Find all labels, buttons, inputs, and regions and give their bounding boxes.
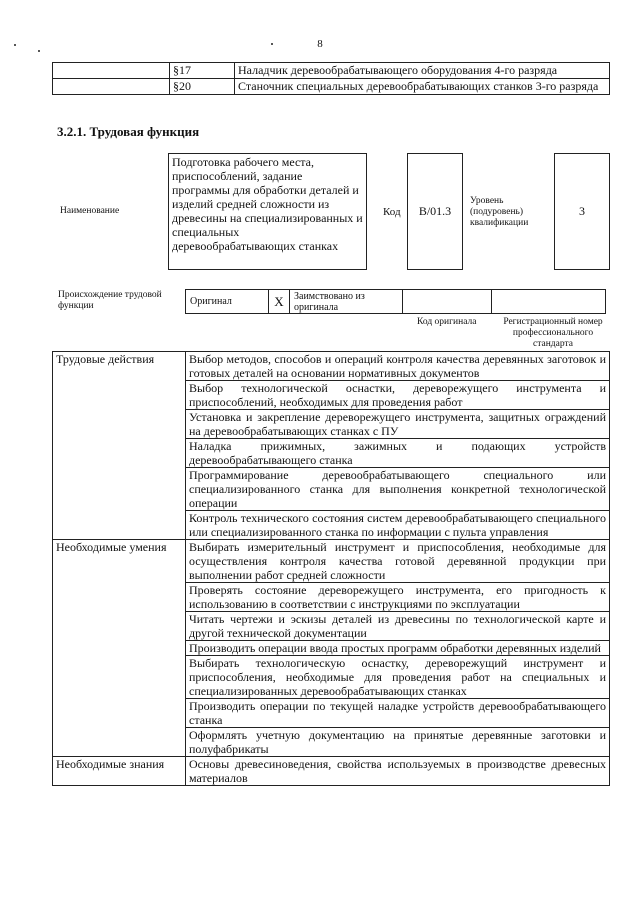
detail-cell: Оформлять учетную документацию на принятые деревянные заготовки и полуфабрикаты	[186, 728, 610, 757]
registration-number-cell	[492, 290, 606, 314]
function-code: B/01.3	[407, 153, 463, 270]
occupation-table	[52, 62, 610, 95]
original-mark: X	[269, 290, 290, 314]
category-cell: Необходимые знания	[53, 757, 186, 786]
table-row	[53, 757, 610, 786]
detail-cell: Производить операции ввода простых программ обработки деревянных изделий	[186, 641, 610, 656]
name-label: Наименование	[60, 206, 120, 216]
category-cell: Необходимые умения	[53, 540, 186, 757]
detail-cell: Наладка прижимных, зажимных и подающих устройств деревообрабатывающего станка	[186, 439, 610, 468]
category-cell: Трудовые действия	[53, 352, 186, 540]
qualification-level: 3	[554, 153, 610, 270]
code-caption: Код оригинала	[417, 317, 477, 327]
occupation-cell: Станочник специальных деревообрабатывающих станков 3-го разряда	[235, 79, 610, 95]
empty-cell	[53, 63, 170, 79]
borrowed-label: Заимствовано из оригинала	[290, 290, 403, 314]
detail-cell: Читать чертежи и эскизы деталей из древесины по технологической карте и другой технической документации	[186, 612, 610, 641]
detail-cell: Контроль технического состояния систем деревообрабатывающего специального или специализированного станка по информации с пульта управления	[186, 511, 610, 540]
function-details-table	[52, 351, 610, 786]
code-label: Код	[383, 206, 401, 218]
detail-cell: Выбирать технологическую оснастку, дереворежущий инструмент и приспособления, необходимые для проведения работ на специальных и специализированных деревообрабатывающих станках	[186, 656, 610, 699]
origin-label: Происхождение трудовой функции	[58, 290, 162, 311]
detail-cell: Выбор методов, способов и операций контроля качества деревянных заготовок и готовых деталей на основании нормативных документов	[186, 352, 610, 381]
table-row	[53, 352, 610, 381]
original-label: Оригинал	[186, 290, 269, 314]
empty-cell	[53, 79, 170, 95]
table-row	[53, 540, 610, 583]
table-row	[53, 79, 610, 95]
ref-cell: §17	[170, 63, 235, 79]
scan-mark	[38, 50, 40, 52]
ref-cell: §20	[170, 79, 235, 95]
page-number: 8	[317, 38, 323, 50]
registration-caption: Регистрационный номер профессионального стандарта	[503, 317, 603, 349]
occupation-cell: Наладчик деревообрабатывающего оборудования 4-го разряда	[235, 63, 610, 79]
origin-table	[185, 289, 606, 314]
detail-cell: Программирование деревообрабатывающего специального или специализированного станка для выполнения конкретной технологической операции	[186, 468, 610, 511]
function-name: Подготовка рабочего места, приспособлений, задание программы для обработки деталей и изделий средней сложности из древесины на специализированных и специальных деревообрабатывающих станках	[168, 153, 367, 270]
detail-cell: Производить операции по текущей наладке устройств деревообрабатывающего станка	[186, 699, 610, 728]
detail-cell: Выбор технологической оснастки, дереворежущего инструмента и приспособлений, необходимых для проведения работ	[186, 381, 610, 410]
detail-cell: Установка и закрепление дереворежущего инструмента, защитных ограждений на деревообрабатывающих станках с ПУ	[186, 410, 610, 439]
section-title: 3.2.1. Трудовая функция	[57, 124, 200, 139]
detail-cell: Выбирать измерительный инструмент и приспособления, необходимые для осуществления контроля качества готовой деревянной продукции при выполнении работ средней сложности	[186, 540, 610, 583]
detail-cell: Основы древесиноведения, свойства используемых в производстве древесных материалов	[186, 757, 610, 786]
level-label: Уровень (подуровень) квалификации	[470, 196, 529, 228]
table-row	[53, 63, 610, 79]
table-row	[186, 290, 606, 314]
detail-cell: Проверять состояние дереворежущего инструмента, его пригодность к использованию в соответствии с инструкциями по эксплуатации	[186, 583, 610, 612]
original-code-cell	[403, 290, 492, 314]
